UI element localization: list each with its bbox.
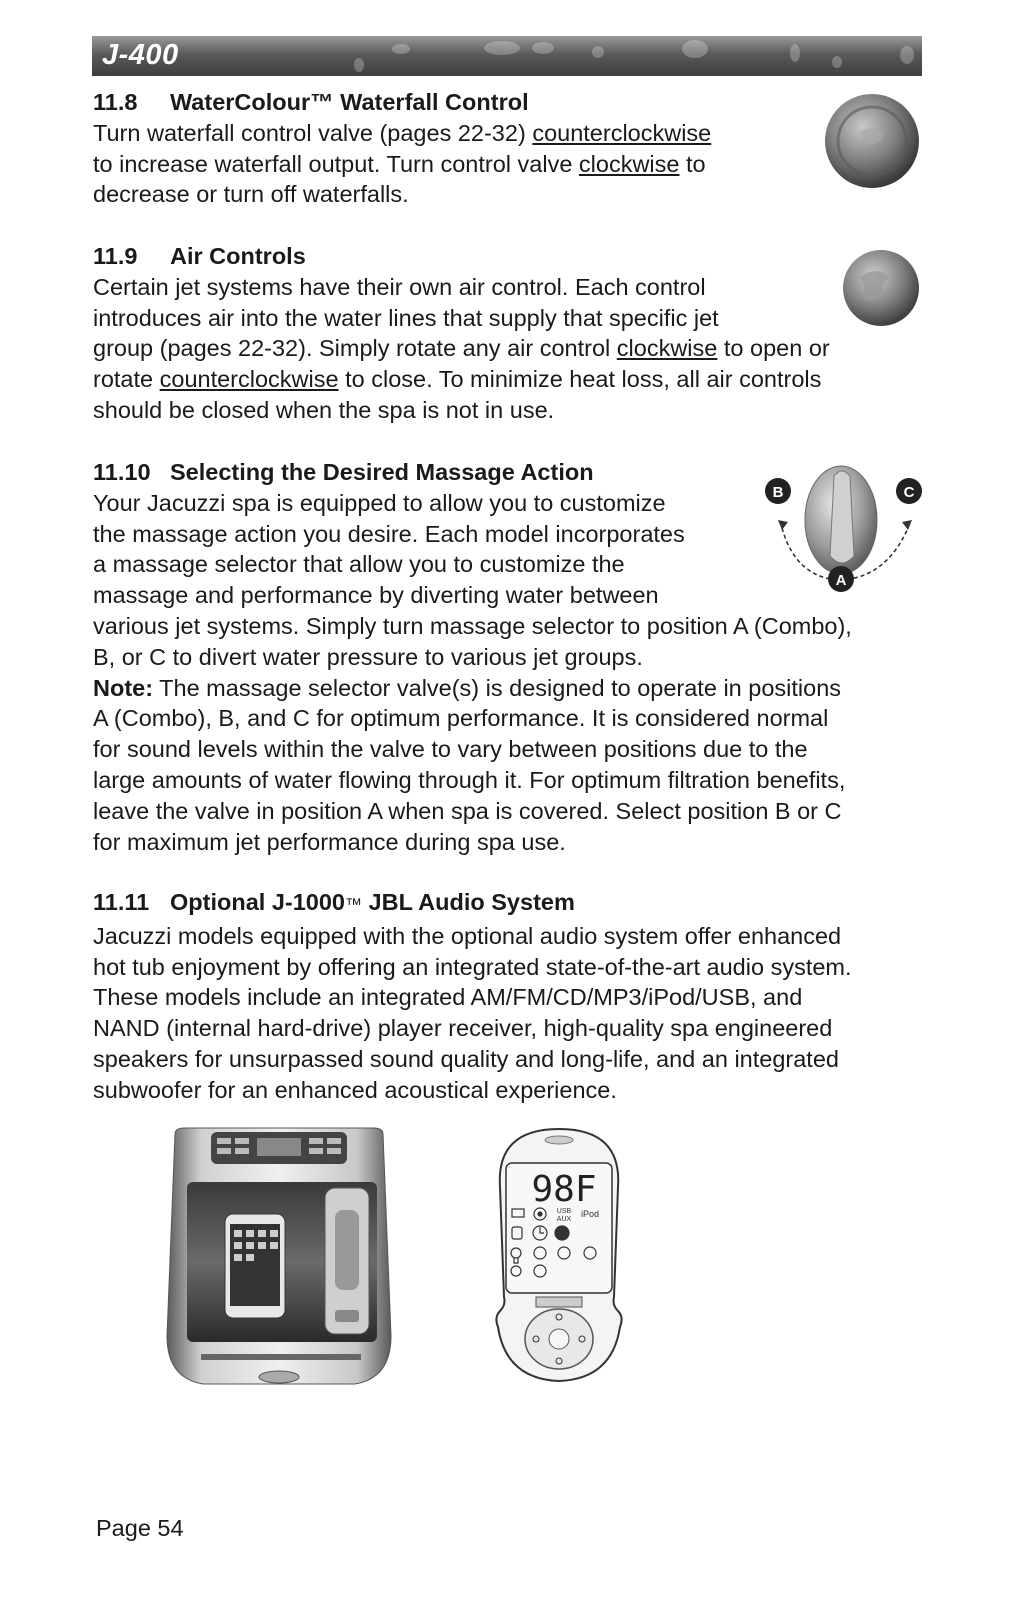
paragraph-line: to increase waterfall output. Turn control valve clockwise to bbox=[93, 150, 706, 177]
paragraph-line: Certain jet systems have their own air control. Each control bbox=[93, 273, 706, 300]
position-b-label: B bbox=[772, 484, 784, 501]
note-line: A (Combo), B, and C for optimum performance. It is considered normal bbox=[93, 705, 829, 732]
note-line: for sound levels within the valve to vary between positions due to the bbox=[93, 736, 808, 763]
water-drop-decoration bbox=[900, 46, 914, 64]
section-heading bbox=[93, 887, 852, 921]
paragraph-line: Your Jacuzzi spa is equipped to allow you to customize bbox=[93, 489, 666, 516]
water-drop-decoration bbox=[392, 44, 410, 54]
paragraph-line: massage and performance by diverting water between bbox=[93, 582, 659, 609]
section-number: 11.11 bbox=[93, 889, 150, 915]
note-line: for maximum jet performance during spa use. bbox=[93, 828, 566, 855]
underlined-term: clockwise bbox=[616, 335, 718, 362]
underlined-term: counterclockwise bbox=[532, 119, 712, 146]
paragraph-line: a massage selector that allow you to customize the bbox=[93, 551, 625, 578]
header-bar bbox=[92, 36, 922, 76]
trademark-symbol: ™ bbox=[345, 895, 362, 914]
paragraph-line: should be closed when the spa is not in use. bbox=[93, 396, 555, 423]
remote-usb-label: USB bbox=[556, 1208, 572, 1215]
water-drop-decoration bbox=[790, 44, 800, 62]
paragraph-line: group (pages 22-32). Simply rotate any air control clockwise to open or bbox=[93, 335, 830, 362]
paragraph-line: NAND (internal hard-drive) player receiver, high-quality spa engineered bbox=[93, 1015, 833, 1042]
position-a-label: A bbox=[835, 572, 847, 589]
paragraph-line: speakers for unsurpassed sound quality and long-life, and an integrated bbox=[93, 1045, 839, 1072]
position-c-label: C bbox=[903, 484, 915, 501]
note-label: Note: bbox=[93, 674, 154, 701]
water-drop-decoration bbox=[484, 41, 520, 55]
section-waterfall-control bbox=[93, 87, 711, 210]
paragraph-line: These models include an integrated AM/FM/CD/MP3/iPod/USB, and bbox=[93, 984, 803, 1011]
paragraph-line: various jet systems. Simply turn massage selector to position A (Combo), bbox=[93, 612, 852, 639]
water-drop-decoration bbox=[354, 58, 364, 72]
water-drop-decoration bbox=[682, 40, 708, 58]
paragraph-line: subwoofer for an enhanced acoustical experience. bbox=[93, 1076, 617, 1103]
underlined-term: counterclockwise bbox=[159, 366, 339, 393]
page-number: Page 54 bbox=[96, 1515, 184, 1541]
water-drop-decoration bbox=[592, 46, 604, 58]
section-heading bbox=[93, 241, 830, 272]
note-line: Note: The massage selector valve(s) is designed to operate in positions bbox=[93, 674, 842, 701]
spa-remote-image bbox=[494, 1127, 624, 1385]
section-number: 11.8 bbox=[93, 89, 138, 115]
remote-ipod-label: iPod bbox=[580, 1209, 600, 1219]
paragraph-line: decrease or turn off waterfalls. bbox=[93, 181, 409, 208]
massage-selector-diagram bbox=[756, 460, 926, 595]
section-title: WaterColour™ Waterfall Control bbox=[170, 89, 529, 115]
section-air-controls bbox=[93, 241, 830, 426]
document-title: J-400 bbox=[102, 39, 179, 71]
section-massage-action bbox=[93, 457, 852, 857]
remote-aux-label: AUX bbox=[556, 1216, 572, 1223]
paragraph-line: Jacuzzi models equipped with the optional audio system offer enhanced bbox=[93, 922, 842, 949]
section-title: Air Controls bbox=[170, 243, 306, 269]
water-drop-decoration bbox=[532, 42, 554, 54]
note-line: leave the valve in position A when spa is covered. Select position B or C bbox=[93, 797, 842, 824]
paragraph-line: introduces air into the water lines that supply that specific jet bbox=[93, 304, 719, 331]
section-title-suffix: JBL Audio System bbox=[362, 889, 575, 915]
air-control-knob-image bbox=[840, 248, 922, 328]
audio-unit-image bbox=[165, 1126, 393, 1390]
paragraph-line: Turn waterfall control valve (pages 22-32) counterclockwise bbox=[93, 119, 712, 146]
section-heading bbox=[93, 457, 852, 488]
section-heading bbox=[93, 87, 711, 118]
section-audio-system bbox=[93, 887, 852, 1106]
underlined-term: clockwise bbox=[578, 150, 680, 177]
paragraph-line: the massage action you desire. Each model incorporates bbox=[93, 520, 685, 547]
section-title: Optional J-1000 bbox=[170, 889, 345, 915]
paragraph-line: hot tub enjoyment by offering an integrated state-of-the-art audio system. bbox=[93, 953, 852, 980]
paragraph-line: B, or C to divert water pressure to various jet groups. bbox=[93, 643, 643, 670]
section-number: 11.9 bbox=[93, 243, 138, 269]
remote-temperature-display: 98F bbox=[531, 1169, 597, 1210]
section-number: 11.10 bbox=[93, 459, 151, 485]
section-title: Selecting the Desired Massage Action bbox=[170, 459, 594, 485]
waterfall-valve-image bbox=[822, 92, 922, 190]
water-drop-decoration bbox=[832, 56, 842, 68]
paragraph-line: rotate counterclockwise to close. To minimize heat loss, all air controls bbox=[93, 366, 822, 393]
note-line: large amounts of water flowing through it. For optimum filtration benefits, bbox=[93, 766, 846, 793]
